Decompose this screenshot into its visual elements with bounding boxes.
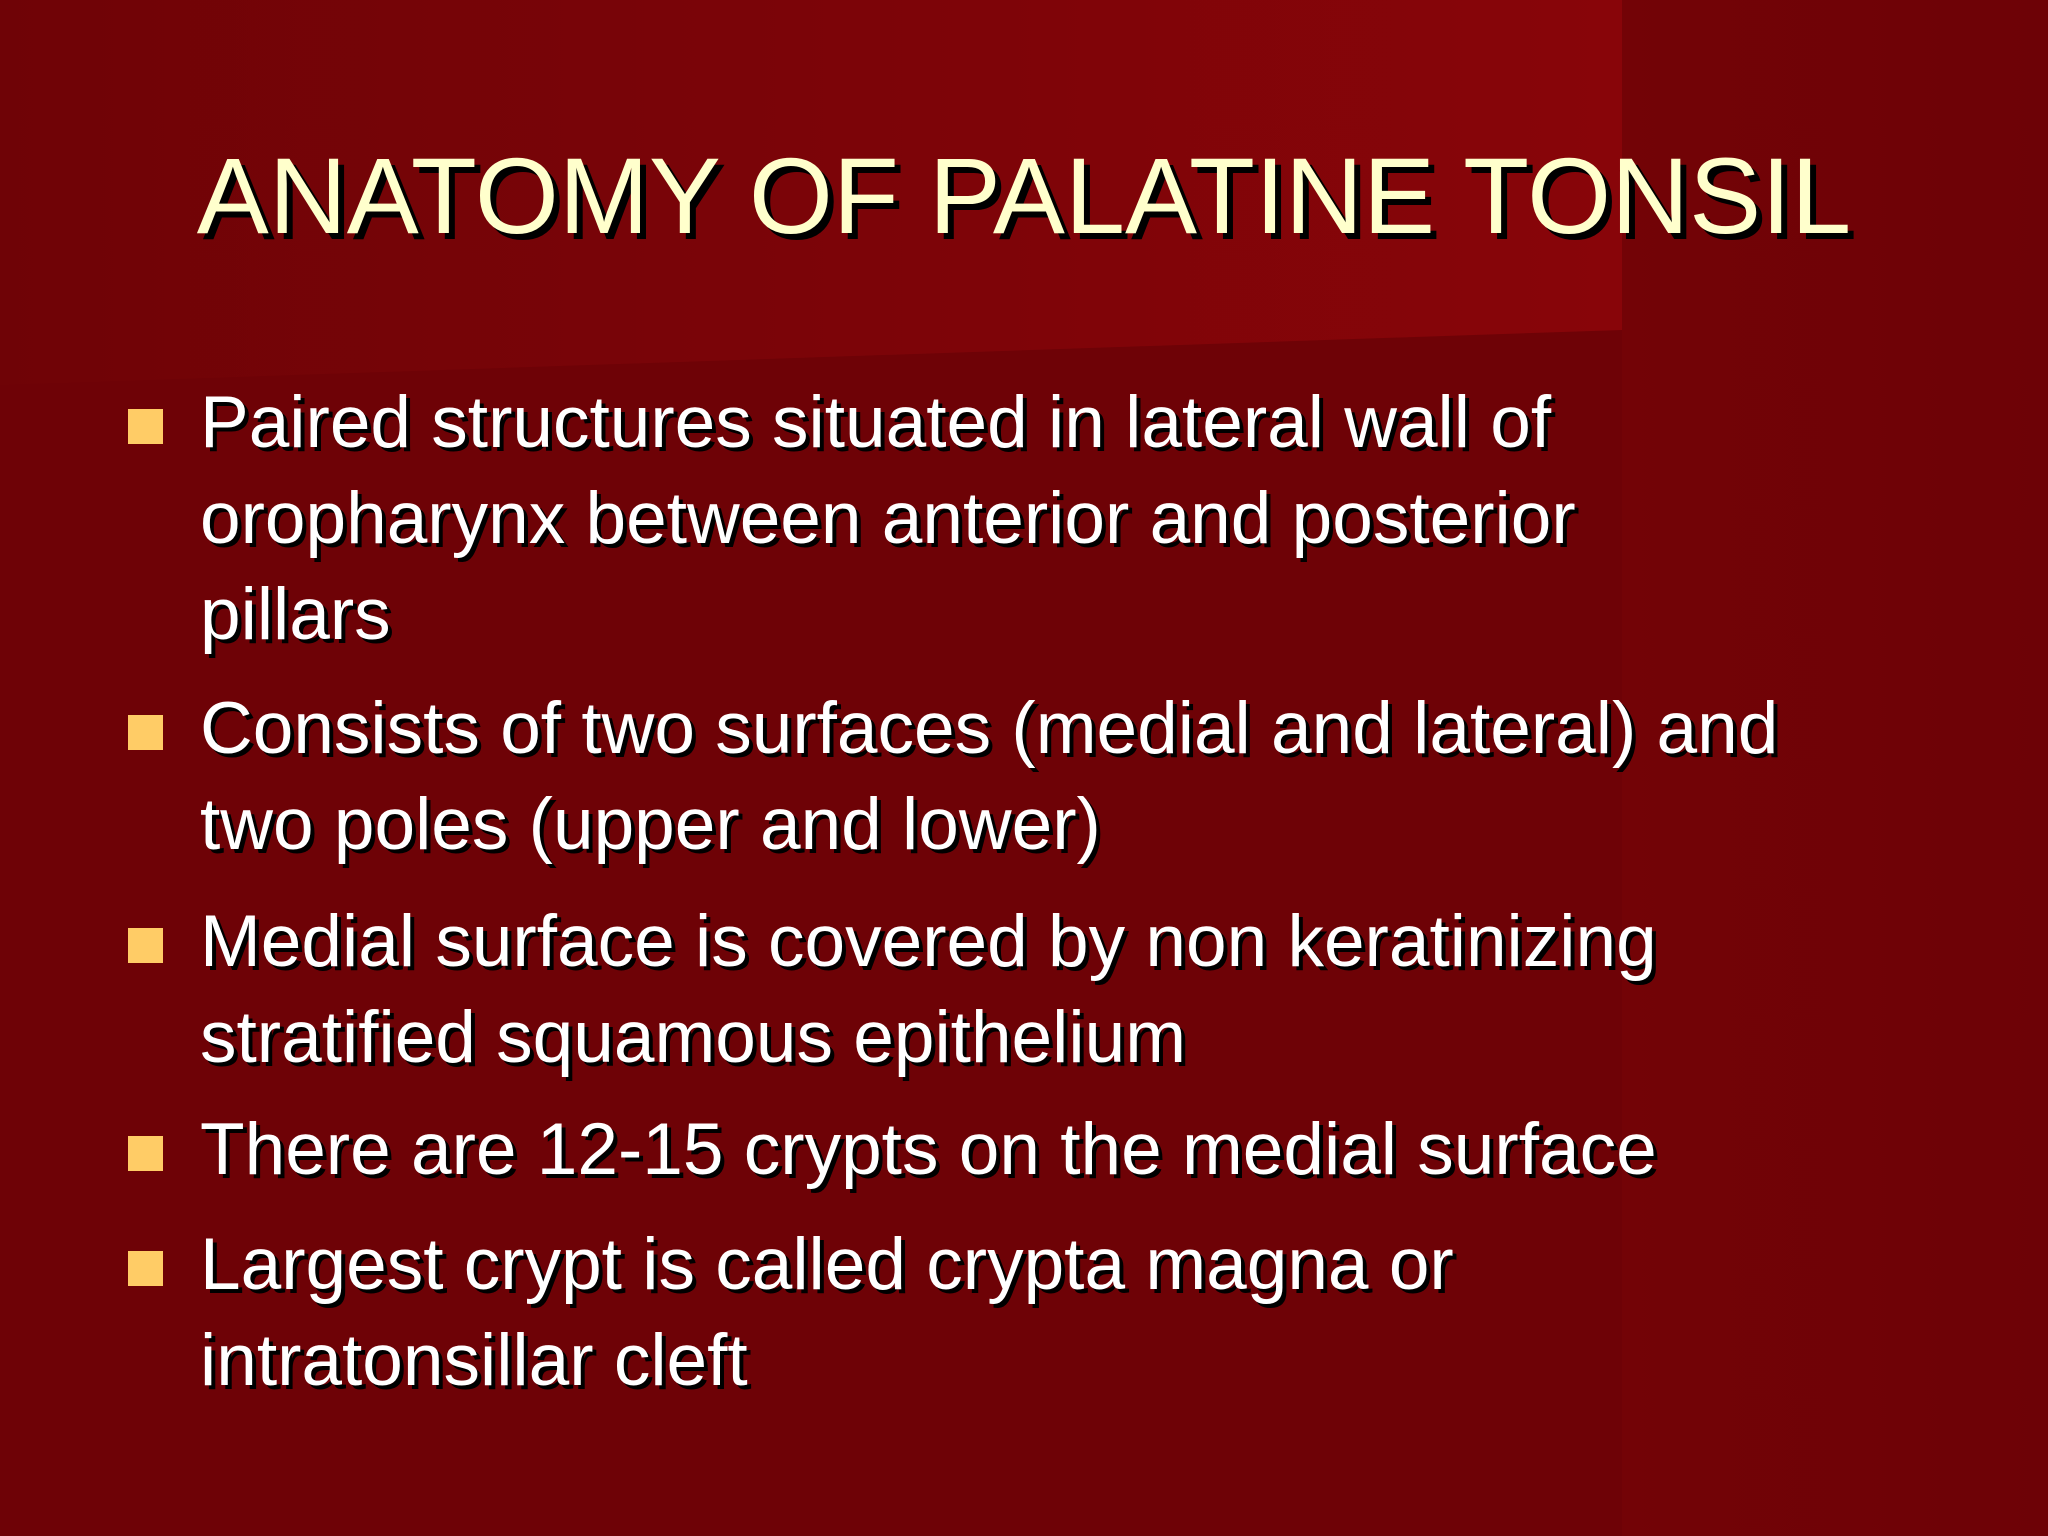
bullet-item-crypta-magna — [200, 1217, 1960, 1409]
bullet-line: pillars — [200, 574, 391, 655]
bullet-item-paired-structures — [200, 375, 1960, 663]
bullet-line: Largest crypt is called crypta magna or — [200, 1224, 1454, 1305]
bullet-line: There are 12-15 crypts on the medial surface — [200, 1109, 1657, 1190]
bullet-line: Medial surface is covered by non keratinizing — [200, 901, 1657, 982]
bullet-line: two poles (upper and lower) — [200, 784, 1101, 865]
bullet-item-medial-surface — [200, 894, 1960, 1086]
square-bullet-icon — [128, 409, 163, 444]
bullet-line: Consists of two surfaces (medial and lateral) and — [200, 688, 1779, 769]
bullet-line: Paired structures situated in lateral wall of — [200, 382, 1552, 463]
square-bullet-icon — [128, 715, 163, 750]
square-bullet-icon — [128, 1251, 163, 1286]
bullet-item-two-surfaces — [200, 681, 1960, 873]
bullet-line: oropharynx between anterior and posterior — [200, 478, 1576, 559]
bullet-line: intratonsillar cleft — [200, 1320, 748, 1401]
square-bullet-icon — [128, 928, 163, 963]
bullet-line: stratified squamous epithelium — [200, 997, 1186, 1078]
square-bullet-icon — [128, 1136, 163, 1171]
bullet-item-crypts-count — [200, 1102, 1960, 1198]
slide-title: ANATOMY OF PALATINE TONSIL — [196, 135, 1852, 256]
